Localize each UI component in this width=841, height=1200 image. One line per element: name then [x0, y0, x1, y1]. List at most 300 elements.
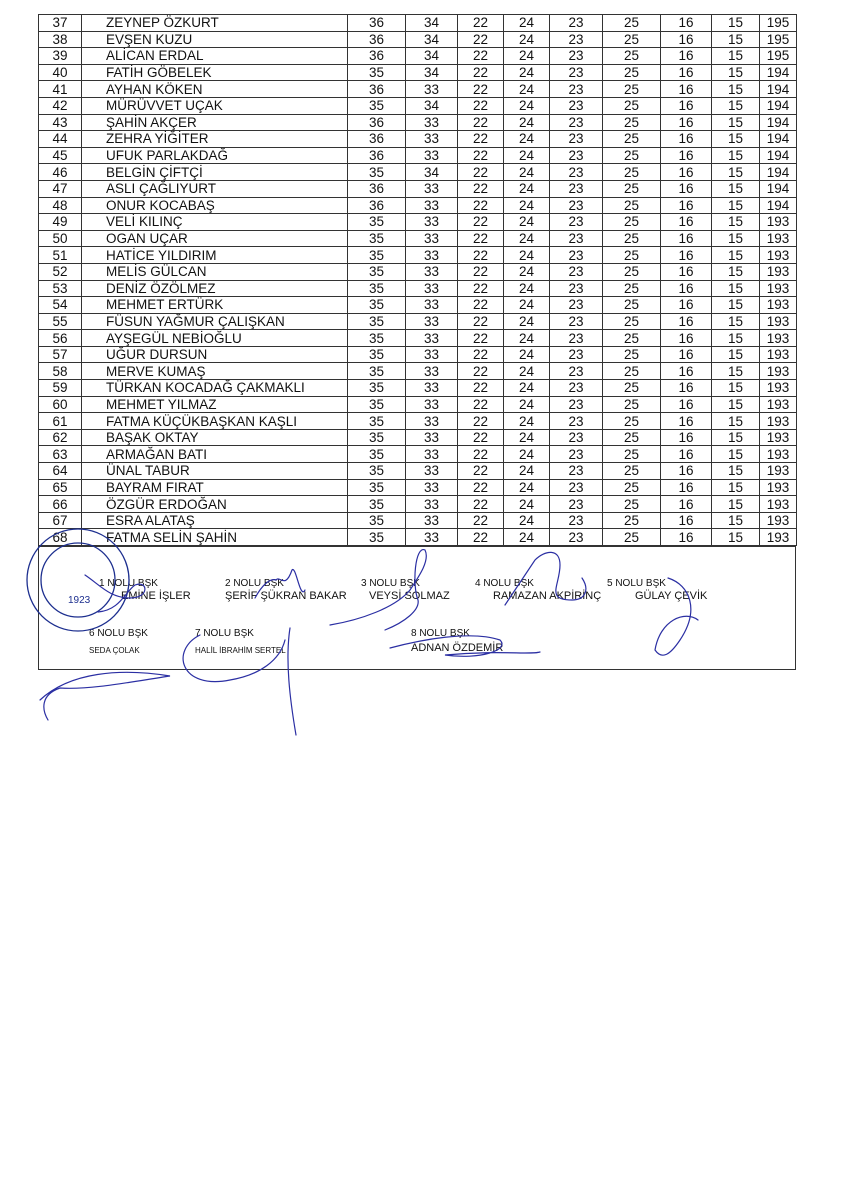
score-cell: 22: [458, 512, 504, 529]
score-cell: 34: [406, 48, 458, 65]
score-cell: 15: [712, 529, 760, 546]
score-cell: 16: [661, 164, 712, 181]
table-row: [39, 380, 797, 397]
score-cell: 15: [712, 363, 760, 380]
score-cell: 23: [550, 396, 603, 413]
score-cell: 25: [603, 363, 661, 380]
name-cell: ASLI ÇAĞLIYURT: [82, 180, 348, 197]
total-cell: 194: [760, 64, 797, 81]
score-cell: 33: [406, 529, 458, 546]
score-cell: 36: [348, 147, 406, 164]
table-row: [39, 31, 797, 48]
signature-title: 5 NOLU BŞK: [607, 578, 666, 589]
score-cell: 25: [603, 429, 661, 446]
total-cell: 193: [760, 346, 797, 363]
score-cell: 16: [661, 346, 712, 363]
name-cell: ARMAĞAN BATI: [82, 446, 348, 463]
total-cell: 194: [760, 197, 797, 214]
row-number-cell: 59: [39, 380, 82, 397]
score-cell: 25: [603, 380, 661, 397]
score-cell: 16: [661, 313, 712, 330]
score-cell: 24: [504, 496, 550, 513]
total-cell: 193: [760, 247, 797, 264]
score-cell: 16: [661, 97, 712, 114]
score-cell: 15: [712, 413, 760, 430]
row-number-cell: 62: [39, 429, 82, 446]
score-cell: 33: [406, 413, 458, 430]
score-cell: 15: [712, 446, 760, 463]
score-cell: 25: [603, 313, 661, 330]
score-cell: 25: [603, 81, 661, 98]
total-cell: 193: [760, 463, 797, 480]
total-cell: 193: [760, 413, 797, 430]
score-cell: 35: [348, 64, 406, 81]
score-cell: 33: [406, 230, 458, 247]
score-cell: 33: [406, 313, 458, 330]
score-cell: 33: [406, 297, 458, 314]
score-cell: 24: [504, 97, 550, 114]
score-cell: 25: [603, 280, 661, 297]
row-number-cell: 57: [39, 346, 82, 363]
score-cell: 36: [348, 81, 406, 98]
score-cell: 24: [504, 446, 550, 463]
table-row: [39, 496, 797, 513]
score-cell: 15: [712, 230, 760, 247]
score-cell: 15: [712, 330, 760, 347]
table-row: [39, 48, 797, 65]
score-cell: 15: [712, 429, 760, 446]
score-cell: 23: [550, 164, 603, 181]
score-cell: 25: [603, 479, 661, 496]
score-cell: 34: [406, 97, 458, 114]
score-cell: 25: [603, 214, 661, 231]
signature-title: 4 NOLU BŞK: [475, 578, 534, 589]
table-body: [39, 15, 797, 546]
score-cell: 33: [406, 147, 458, 164]
row-number-cell: 37: [39, 15, 82, 32]
score-cell: 33: [406, 81, 458, 98]
score-cell: 16: [661, 247, 712, 264]
total-cell: 194: [760, 147, 797, 164]
name-cell: MÜRÜVVET UÇAK: [82, 97, 348, 114]
score-cell: 22: [458, 446, 504, 463]
row-number-cell: 66: [39, 496, 82, 513]
score-cell: 23: [550, 297, 603, 314]
score-cell: 22: [458, 180, 504, 197]
name-cell: HATİCE YILDIRIM: [82, 247, 348, 264]
score-cell: 35: [348, 380, 406, 397]
score-cell: 25: [603, 413, 661, 430]
table-row: [39, 512, 797, 529]
score-cell: 16: [661, 114, 712, 131]
score-cell: 35: [348, 297, 406, 314]
score-cell: 24: [504, 413, 550, 430]
row-number-cell: 46: [39, 164, 82, 181]
table-row: [39, 164, 797, 181]
name-cell: BELGİN ÇİFTÇİ: [82, 164, 348, 181]
signature-box: [38, 546, 796, 670]
signature-block-5: [607, 577, 707, 603]
name-cell: UFUK PARLAKDAĞ: [82, 147, 348, 164]
score-cell: 23: [550, 197, 603, 214]
score-cell: 36: [348, 114, 406, 131]
score-cell: 16: [661, 380, 712, 397]
score-cell: 16: [661, 280, 712, 297]
score-cell: 15: [712, 48, 760, 65]
row-number-cell: 52: [39, 263, 82, 280]
table-row: [39, 230, 797, 247]
score-cell: 16: [661, 496, 712, 513]
total-cell: 195: [760, 31, 797, 48]
score-cell: 15: [712, 380, 760, 397]
score-cell: 35: [348, 413, 406, 430]
score-cell: 24: [504, 15, 550, 32]
score-cell: 35: [348, 529, 406, 546]
score-cell: 33: [406, 363, 458, 380]
total-cell: 194: [760, 164, 797, 181]
total-cell: 193: [760, 446, 797, 463]
score-cell: 16: [661, 446, 712, 463]
score-cell: 15: [712, 147, 760, 164]
score-cell: 22: [458, 363, 504, 380]
score-cell: 25: [603, 529, 661, 546]
score-cell: 24: [504, 131, 550, 148]
name-cell: AYŞEGÜL NEBİOĞLU: [82, 330, 348, 347]
table-row: [39, 330, 797, 347]
total-cell: 193: [760, 313, 797, 330]
score-cell: 15: [712, 313, 760, 330]
score-cell: 16: [661, 197, 712, 214]
total-cell: 194: [760, 81, 797, 98]
score-cell: 23: [550, 413, 603, 430]
name-cell: MERVE KUMAŞ: [82, 363, 348, 380]
score-cell: 35: [348, 330, 406, 347]
score-cell: 25: [603, 131, 661, 148]
name-cell: MEHMET ERTÜRK: [82, 297, 348, 314]
score-cell: 25: [603, 114, 661, 131]
name-cell: ALİCAN ERDAL: [82, 48, 348, 65]
signature-title: 1 NOLU BŞK: [99, 578, 158, 589]
score-cell: 23: [550, 114, 603, 131]
score-cell: 24: [504, 396, 550, 413]
name-cell: FÜSUN YAĞMUR ÇALIŞKAN: [82, 313, 348, 330]
table-row: [39, 131, 797, 148]
signature-title: 8 NOLU BŞK: [411, 628, 470, 639]
score-cell: 23: [550, 496, 603, 513]
signature-title: 3 NOLU BŞK: [361, 578, 420, 589]
score-cell: 33: [406, 263, 458, 280]
row-number-cell: 44: [39, 131, 82, 148]
score-cell: 23: [550, 64, 603, 81]
score-cell: 23: [550, 363, 603, 380]
score-cell: 24: [504, 363, 550, 380]
score-cell: 33: [406, 214, 458, 231]
score-cell: 16: [661, 81, 712, 98]
name-cell: DENİZ ÖZÖLMEZ: [82, 280, 348, 297]
signature-block-7: [195, 627, 286, 657]
score-cell: 25: [603, 247, 661, 264]
score-cell: 35: [348, 446, 406, 463]
score-cell: 15: [712, 114, 760, 131]
score-cell: 16: [661, 363, 712, 380]
score-cell: 15: [712, 31, 760, 48]
score-sheet: [38, 14, 796, 546]
score-cell: 15: [712, 15, 760, 32]
table-row: [39, 64, 797, 81]
row-number-cell: 54: [39, 297, 82, 314]
score-cell: 33: [406, 496, 458, 513]
score-cell: 15: [712, 197, 760, 214]
score-cell: 23: [550, 429, 603, 446]
signature-name: VEYSİ SOLMAZ: [369, 590, 450, 602]
table-row: [39, 463, 797, 480]
name-cell: ÜNAL TABUR: [82, 463, 348, 480]
score-cell: 16: [661, 180, 712, 197]
name-cell: VELİ KILINÇ: [82, 214, 348, 231]
score-cell: 22: [458, 297, 504, 314]
name-cell: TÜRKAN KOCADAĞ ÇAKMAKLI: [82, 380, 348, 397]
stamp-year-text: 1923: [68, 595, 91, 606]
score-cell: 36: [348, 15, 406, 32]
total-cell: 194: [760, 180, 797, 197]
score-cell: 16: [661, 463, 712, 480]
score-cell: 25: [603, 48, 661, 65]
score-cell: 24: [504, 247, 550, 264]
score-cell: 25: [603, 197, 661, 214]
score-cell: 22: [458, 230, 504, 247]
score-cell: 15: [712, 280, 760, 297]
table-row: [39, 247, 797, 264]
name-cell: BAYRAM FIRAT: [82, 479, 348, 496]
row-number-cell: 49: [39, 214, 82, 231]
score-cell: 36: [348, 48, 406, 65]
table-row: [39, 280, 797, 297]
score-cell: 24: [504, 297, 550, 314]
score-cell: 25: [603, 263, 661, 280]
score-cell: 23: [550, 15, 603, 32]
score-cell: 23: [550, 263, 603, 280]
score-cell: 35: [348, 164, 406, 181]
score-cell: 24: [504, 313, 550, 330]
row-number-cell: 53: [39, 280, 82, 297]
total-cell: 195: [760, 48, 797, 65]
row-number-cell: 50: [39, 230, 82, 247]
score-cell: 16: [661, 15, 712, 32]
score-cell: 34: [406, 31, 458, 48]
name-cell: FATMA SELİN ŞAHİN: [82, 529, 348, 546]
score-cell: 35: [348, 429, 406, 446]
row-number-cell: 64: [39, 463, 82, 480]
score-cell: 22: [458, 131, 504, 148]
name-cell: ONUR KOCABAŞ: [82, 197, 348, 214]
row-number-cell: 39: [39, 48, 82, 65]
table-row: [39, 396, 797, 413]
score-cell: 15: [712, 512, 760, 529]
table-row: [39, 97, 797, 114]
total-cell: 193: [760, 280, 797, 297]
table-row: [39, 114, 797, 131]
table-row: [39, 297, 797, 314]
score-cell: 22: [458, 263, 504, 280]
row-number-cell: 63: [39, 446, 82, 463]
signature-name: ŞERİF ŞÜKRAN BAKAR: [225, 590, 347, 602]
row-number-cell: 51: [39, 247, 82, 264]
score-cell: 15: [712, 263, 760, 280]
row-number-cell: 42: [39, 97, 82, 114]
score-cell: 22: [458, 48, 504, 65]
row-number-cell: 58: [39, 363, 82, 380]
table-row: [39, 81, 797, 98]
score-cell: 15: [712, 346, 760, 363]
score-cell: 22: [458, 114, 504, 131]
score-cell: 33: [406, 463, 458, 480]
row-number-cell: 65: [39, 479, 82, 496]
score-cell: 22: [458, 280, 504, 297]
table-row: [39, 197, 797, 214]
score-cell: 22: [458, 15, 504, 32]
table-row: [39, 479, 797, 496]
total-cell: 193: [760, 529, 797, 546]
score-cell: 22: [458, 64, 504, 81]
score-cell: 24: [504, 147, 550, 164]
score-cell: 23: [550, 147, 603, 164]
score-cell: 15: [712, 214, 760, 231]
table-row: [39, 346, 797, 363]
name-cell: ZEYNEP ÖZKURT: [82, 15, 348, 32]
row-number-cell: 45: [39, 147, 82, 164]
signature-block-3: [361, 577, 450, 603]
score-cell: 23: [550, 463, 603, 480]
score-cell: 33: [406, 512, 458, 529]
total-cell: 193: [760, 380, 797, 397]
row-number-cell: 40: [39, 64, 82, 81]
total-cell: 193: [760, 479, 797, 496]
table-row: [39, 313, 797, 330]
score-cell: 36: [348, 31, 406, 48]
score-cell: 22: [458, 463, 504, 480]
row-number-cell: 68: [39, 529, 82, 546]
total-cell: 193: [760, 263, 797, 280]
signature-block-1: [99, 577, 191, 603]
score-cell: 25: [603, 297, 661, 314]
score-cell: 15: [712, 247, 760, 264]
score-cell: 25: [603, 346, 661, 363]
name-cell: UĞUR DURSUN: [82, 346, 348, 363]
signature-block-8: [411, 627, 503, 655]
score-cell: 24: [504, 479, 550, 496]
signature-title: 2 NOLU BŞK: [225, 578, 284, 589]
score-cell: 24: [504, 197, 550, 214]
total-cell: 193: [760, 363, 797, 380]
score-cell: 16: [661, 429, 712, 446]
total-cell: 194: [760, 114, 797, 131]
score-cell: 16: [661, 413, 712, 430]
row-number-cell: 38: [39, 31, 82, 48]
score-cell: 35: [348, 363, 406, 380]
score-cell: 24: [504, 48, 550, 65]
score-cell: 33: [406, 114, 458, 131]
score-cell: 24: [504, 280, 550, 297]
score-cell: 25: [603, 496, 661, 513]
score-cell: 25: [603, 64, 661, 81]
score-cell: 33: [406, 197, 458, 214]
score-cell: 25: [603, 230, 661, 247]
name-cell: MEHMET YILMAZ: [82, 396, 348, 413]
score-cell: 35: [348, 97, 406, 114]
score-cell: 25: [603, 164, 661, 181]
table-row: [39, 529, 797, 546]
score-cell: 15: [712, 131, 760, 148]
score-cell: 22: [458, 479, 504, 496]
score-cell: 23: [550, 214, 603, 231]
score-cell: 16: [661, 396, 712, 413]
score-cell: 33: [406, 429, 458, 446]
row-number-cell: 56: [39, 330, 82, 347]
name-cell: AYHAN KÖKEN: [82, 81, 348, 98]
score-cell: 25: [603, 446, 661, 463]
score-cell: 36: [348, 180, 406, 197]
total-cell: 193: [760, 496, 797, 513]
score-cell: 23: [550, 247, 603, 264]
score-cell: 24: [504, 164, 550, 181]
score-cell: 22: [458, 429, 504, 446]
score-cell: 23: [550, 81, 603, 98]
table-row: [39, 263, 797, 280]
score-cell: 25: [603, 512, 661, 529]
score-cell: 34: [406, 64, 458, 81]
score-cell: 24: [504, 512, 550, 529]
score-cell: 16: [661, 131, 712, 148]
signature-name: ADNAN ÖZDEMİR: [411, 642, 504, 654]
score-cell: 35: [348, 512, 406, 529]
score-cell: 33: [406, 330, 458, 347]
name-cell: ŞAHİN AKÇER: [82, 114, 348, 131]
score-cell: 16: [661, 263, 712, 280]
row-number-cell: 43: [39, 114, 82, 131]
name-cell: BAŞAK OKTAY: [82, 429, 348, 446]
name-cell: EVŞEN KUZU: [82, 31, 348, 48]
score-cell: 22: [458, 313, 504, 330]
margin-scribble: [40, 672, 170, 720]
score-cell: 24: [504, 346, 550, 363]
row-number-cell: 67: [39, 512, 82, 529]
score-cell: 25: [603, 180, 661, 197]
total-cell: 193: [760, 230, 797, 247]
score-cell: 16: [661, 529, 712, 546]
score-cell: 16: [661, 48, 712, 65]
score-cell: 22: [458, 396, 504, 413]
row-number-cell: 48: [39, 197, 82, 214]
score-cell: 24: [504, 463, 550, 480]
table-row: [39, 15, 797, 32]
total-cell: 193: [760, 297, 797, 314]
total-cell: 194: [760, 97, 797, 114]
score-cell: 15: [712, 97, 760, 114]
score-cell: 35: [348, 247, 406, 264]
total-cell: 193: [760, 512, 797, 529]
signature-name: RAMAZAN AKPİRİNÇ: [493, 590, 602, 602]
score-cell: 15: [712, 496, 760, 513]
table-row: [39, 180, 797, 197]
score-cell: 33: [406, 479, 458, 496]
score-cell: 35: [348, 230, 406, 247]
score-cell: 35: [348, 280, 406, 297]
score-cell: 35: [348, 479, 406, 496]
name-cell: ESRA ALATAŞ: [82, 512, 348, 529]
score-cell: 23: [550, 230, 603, 247]
score-cell: 22: [458, 97, 504, 114]
score-table: [38, 14, 797, 546]
